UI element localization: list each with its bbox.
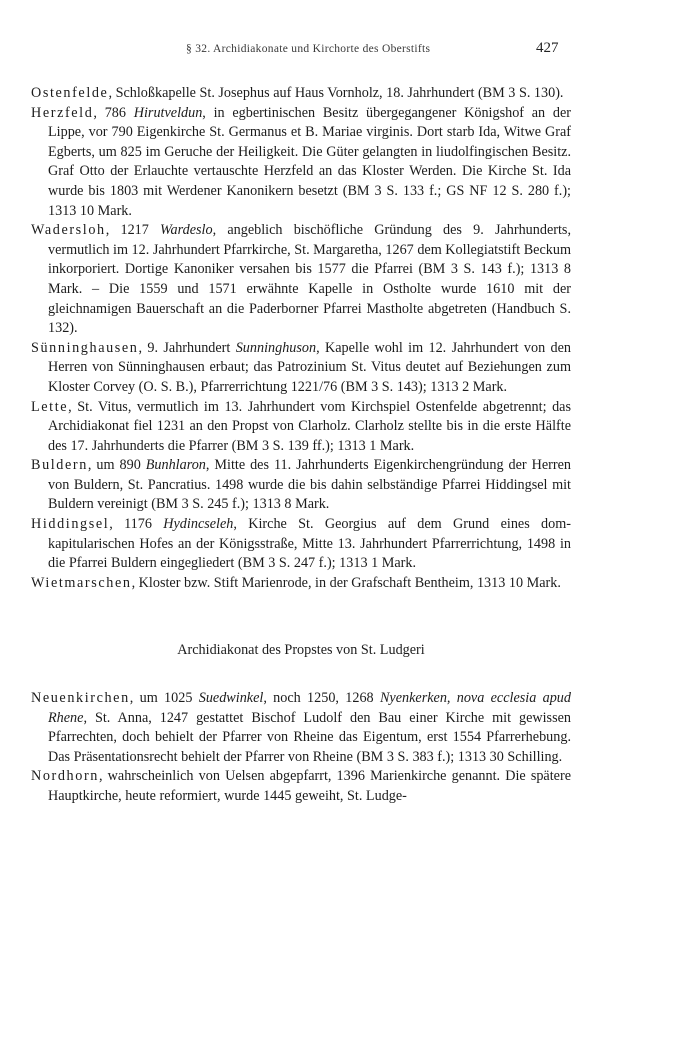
entry <box>31 221 571 339</box>
entry <box>31 574 571 594</box>
section-heading: Archidiakonat des Propstes von St. Ludgeri <box>177 642 425 659</box>
entry-italic-text: Hirutveldun <box>133 104 203 121</box>
entry-text: , St. Vitus, vermutlich im 13. Jahrhundert vom Kirchspiel Ostenfelde abgetrennt; das Archidiakonat fiel 1231 an den Propst von Clarholz. Clarholz stellte bis in die erste Hälfte des 17. Jahrhunderts die Pfarrer (BM 3 S. 139 ff.); 1313 1 Mark. <box>48 398 571 454</box>
entry-place-name: Wadersloh <box>31 222 106 239</box>
entry-italic-text: Wardeslo <box>160 222 213 239</box>
entry-place-name: Hiddingsel <box>31 516 110 533</box>
entry-list <box>31 84 571 593</box>
entry-text: , angeblich bischöfliche Gründung des 9. Jahrhunderts, vermutlich im 12. Jahrhundert Pfarrkirche, St. Margaretha, 1267 dem Kollegiatstift Beckum inkorporiert. Dortige Kanoniker versahen bis 1577 die Pfarrei (BM 3 S. 143 f.); 1313 8 Mark. – Die 1559 und 1571 erwähnte Kapelle in Ostholte wurde 1610 mit der gleichnamigen Bauerschaft an die Paderborner Pfarrei Mastholte abgetreten (Handbuch S. 132). <box>48 222 571 337</box>
body-text <box>31 84 571 807</box>
entry <box>31 398 571 457</box>
entry-text: , Kloster bzw. Stift Marienrode, in der Grafschaft Bentheim, 1313 10 Mark. <box>131 574 561 591</box>
running-title: § 32. Archidiakonate und Kirchorte des Oberstifts <box>186 43 431 55</box>
entry-italic-text: Suedwinkel <box>198 690 264 707</box>
entry-italic-text: Sunninghuson <box>235 339 317 356</box>
entry <box>31 456 571 515</box>
entry <box>31 767 571 806</box>
entry <box>31 339 571 398</box>
entry-text: , noch 1250, 1268 <box>263 690 380 707</box>
entry-text: , um 1025 <box>129 690 199 707</box>
entry-place-name: Neuenkirchen <box>31 690 130 707</box>
entry-text: , 9. Jahrhundert <box>138 339 236 356</box>
page-number: 427 <box>536 40 559 56</box>
entry-place-name: Sünninghausen <box>31 339 139 356</box>
entry-text: , Kapelle wohl im 12. Jahrhundert von den Herren von Sünninghausen erbaut; das Patrozinium St. Vitus deutet auf Beziehungen zum Kloster Corvey (O. S. B.), Pfarrerrichtung 1221/76 (BM 3 S. 143); 1313 2 Mark. <box>48 339 571 395</box>
entry-place-name: Herzfeld <box>31 104 94 121</box>
entry-text: , Kirche St. Georgius auf dem Grund eines domkapitularischen Hofes an der Königsstraße, Mitte 13. Jahrhundert Pfarrerrichtung, 1498 in die Pfarrei Buldern eingegliedert (BM 3 S. 247 f.); 1313 1 Mark. <box>48 516 571 572</box>
entry-place-name: Nordhorn <box>31 768 99 785</box>
entry-italic-text: Bunhlaron <box>145 457 206 474</box>
entry-place-name: Buldern <box>31 457 88 474</box>
entry-place-name: Lette <box>31 398 69 415</box>
entry-place-name: Wietmarschen <box>31 574 132 591</box>
entry <box>31 515 571 574</box>
entry <box>31 84 571 104</box>
entry-italic-text: Hydincseleh <box>163 516 234 533</box>
entry-text: , 1176 <box>109 516 164 533</box>
entry-text: , Mitte des 11. Jahrhunderts Eigenkirchengründung der Herren von Buldern, St. Pancratius. 1498 wurde die bis dahin selbständige Pfarrei Hiddingsel mit Buldern vereinigt (BM 3 S. 245 f.); 1313 8 Mark. <box>48 457 571 513</box>
entry-text: , Schloßkapelle St. Josephus auf Haus Vornholz, 18. Jahrhundert (BM 3 S. 130). <box>108 85 564 101</box>
entry-text: , wahrscheinlich von Uelsen abgepfarrt, 1396 Marienkirche genannt. Die spätere Hauptkirche, heute reformiert, wurde 1445 geweiht, St. Ludge- <box>48 768 571 804</box>
entry-list-ludgeri <box>31 689 571 807</box>
entry-text: , in egbertinischen Besitz übergegangener Königshof an der Lippe, vor 790 Eigenkirche St. Germanus et B. Mariae virginis. Dort starb Ida, Witwe Graf Egberts, um 825 im Geruche der Heiligkeit. Die Güter gelangten in liudolfingischen Besitz. Graf Otto der Erlauchte vertauschte Herzfeld an das Kloster Werden. Die Kirche St. Ida wurde bis 1803 mit Werdener Kanonikern besetzt (BM 3 S. 133 f.; GS NF 12 S. 280 f.); 1313 10 Mark. <box>48 104 572 219</box>
running-head <box>0 40 700 62</box>
entry-text: , St. Anna, 1247 gestattet Bischof Ludolf den Bau einer Kirche mit gewissen Pfarrechten, doch behielt der Pfarrer von Rheine das Eigentum, erst 1554 Pfarrerhebung. Das Präsentationsrecht behielt der Pfarrer von Rheine (BM 3 S. 383 f.); 1313 30 Schilling. <box>48 709 571 765</box>
entry-place-name: Ostenfelde <box>31 85 109 101</box>
entry-text: , um 890 <box>87 457 146 474</box>
entry-italic-text: Nyenkerken, nova ecclesia apud Rhene <box>48 690 571 726</box>
entry <box>31 689 571 767</box>
entry <box>31 104 571 222</box>
entry-text: , 786 <box>93 104 134 121</box>
entry-text: , 1217 <box>105 222 161 239</box>
